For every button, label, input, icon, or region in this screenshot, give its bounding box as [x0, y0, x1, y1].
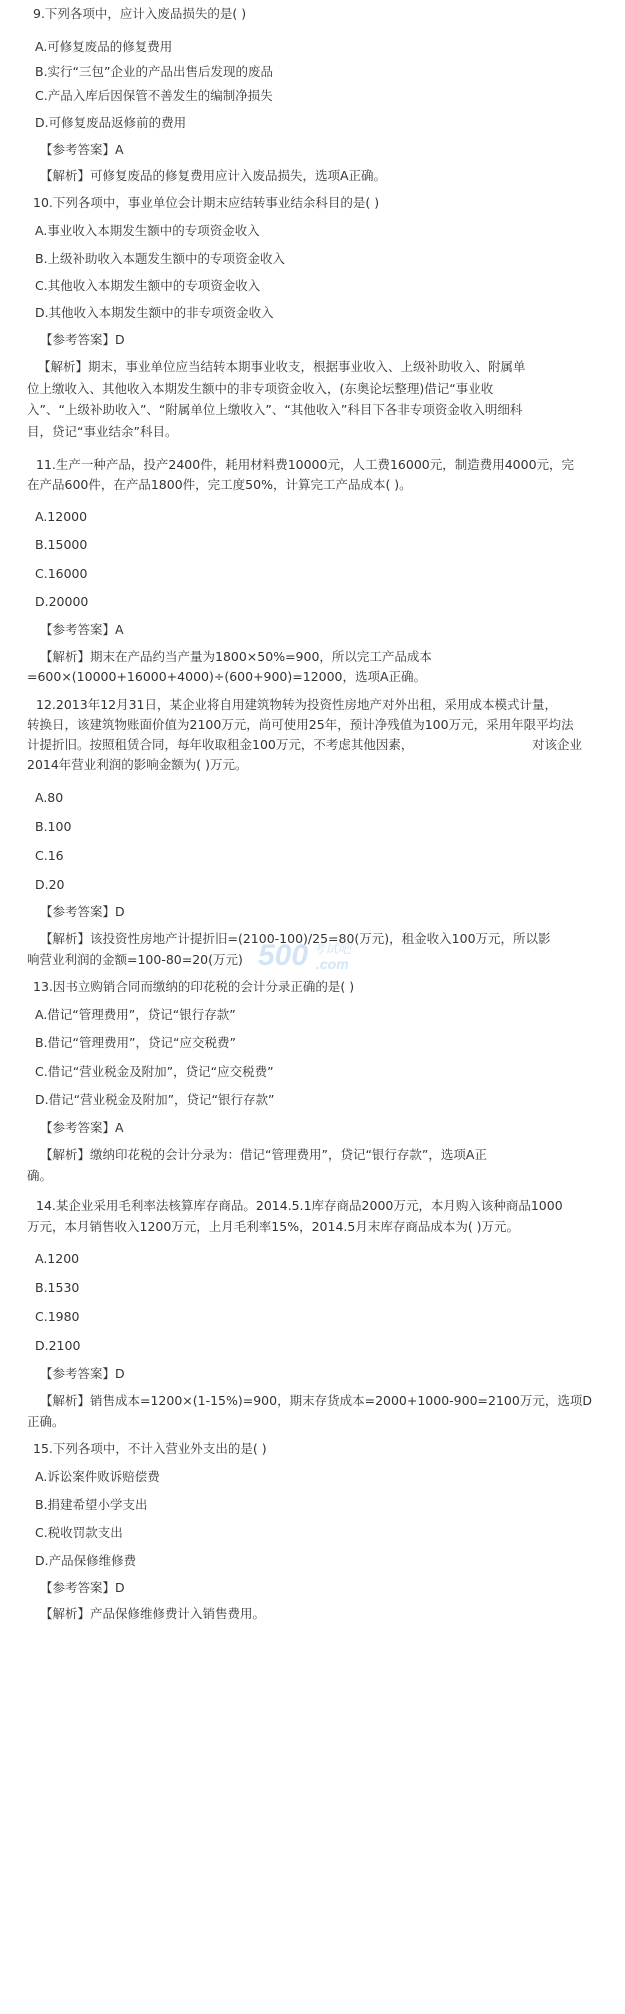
question-11-option-d: D.20000	[35, 594, 89, 609]
question-9-option-a: A.可修复废品的修复费用	[35, 39, 173, 54]
question-13-answer: 【参考答案】A	[40, 1120, 124, 1135]
question-10-answer: 【参考答案】D	[40, 332, 125, 347]
watermark-logo	[258, 935, 362, 983]
question-12-stem-line-2: 转换日，该建筑物账面价值为2100万元，尚可使用25年，预计净残值为100万元，采用年限平均法	[27, 717, 574, 732]
question-13-stem: 13.因书立购销合同而缴纳的印花税的会计分录正确的是( )	[33, 979, 355, 994]
question-11-stem-line-1: 11.生产一种产品，投产2400件，耗用材料费10000元，人工费16000元，制造费用4000元，完	[36, 457, 575, 472]
question-12-option-c: C.16	[35, 848, 64, 863]
question-10-explanation-line-2: 位上缴收入、其他收入本期发生额中的非专项资金收入，(东奥论坛整理)借记“事业收	[27, 381, 494, 396]
question-13-option-b: B.借记“管理费用”，贷记“应交税费”	[35, 1035, 236, 1050]
question-14-answer: 【参考答案】D	[40, 1366, 125, 1381]
question-9-explanation: 【解析】可修复废品的修复费用应计入废品损失，选项A正确。	[40, 168, 387, 183]
question-12-option-a: A.80	[35, 790, 64, 805]
question-10-option-a: A.事业收入本期发生额中的专项资金收入	[35, 223, 260, 238]
question-15-option-a: A.诉讼案件败诉赔偿费	[35, 1469, 160, 1484]
question-13-option-c: C.借记“营业税金及附加”，贷记“应交税费”	[35, 1064, 274, 1079]
watermark-domain: .com	[316, 956, 349, 972]
question-15-stem: 15.下列各项中，不计入营业外支出的是( )	[33, 1441, 267, 1456]
question-13-option-a: A.借记“管理费用”，贷记“银行存款”	[35, 1007, 236, 1022]
question-9-option-c: C.产品入库后因保管不善发生的编制净损失	[35, 88, 273, 103]
question-14-stem-line-2: 万元，本月销售收入1200万元，上月毛利率15%，2014.5月末库存商品成本为( )万元。	[27, 1219, 520, 1234]
question-13-explanation-line-2: 确。	[27, 1168, 53, 1183]
question-12-stem-line-4: 2014年营业利润的影响金额为( )万元。	[27, 757, 248, 772]
question-10-stem: 10.下列各项中，事业单位会计期末应结转事业结余科目的是( )	[33, 195, 380, 210]
question-14-option-a: A.1200	[35, 1251, 80, 1266]
question-9-answer: 【参考答案】A	[40, 142, 124, 157]
question-15-option-c: C.税收罚款支出	[35, 1525, 123, 1540]
question-11-option-a: A.12000	[35, 509, 88, 524]
question-10-explanation-line-1: 【解析】期末，事业单位应当结转本期事业收支，根据事业收入、上级补助收入、附属单	[38, 359, 526, 374]
question-14-option-c: C.1980	[35, 1309, 80, 1324]
question-14-explanation-line-1: 【解析】销售成本=1200×(1-15%)=900，期末存货成本=2000+1000-900=2100万元，选项D	[40, 1393, 592, 1408]
question-14-explanation-line-2: 正确。	[27, 1414, 65, 1429]
question-11-stem-line-2: 在产品600件，在产品1800件，完工度50%，计算完工产品成本( )。	[27, 477, 412, 492]
question-14-stem-line-1: 14.某企业采用毛利率法核算库存商品。2014.5.1库存商品2000万元，本月购入该种商品1000	[36, 1198, 563, 1213]
question-10-explanation-line-4: 目，贷记“事业结余”科目。	[27, 424, 178, 439]
question-12-stem-line-3b: 对该企业	[532, 737, 583, 752]
question-11-answer: 【参考答案】A	[40, 622, 124, 637]
question-15-option-b: B.捐建希望小学支出	[35, 1497, 148, 1512]
question-13-explanation-line-1: 【解析】缴纳印花税的会计分录为：借记“管理费用”，贷记“银行存款”，选项A正	[40, 1147, 487, 1162]
question-14-option-b: B.1530	[35, 1280, 80, 1295]
question-15-answer: 【参考答案】D	[40, 1580, 125, 1595]
question-9-option-d: D.可修复废品返修前的费用	[35, 115, 187, 130]
question-11-explanation-line-1: 【解析】期末在产品约当产量为1800×50%=900，所以完工产品成本	[40, 649, 432, 664]
question-10-option-d: D.其他收入本期发生额中的非专项资金收入	[35, 305, 274, 320]
question-11-option-b: B.15000	[35, 537, 88, 552]
question-12-answer: 【参考答案】D	[40, 904, 125, 919]
question-11-option-c: C.16000	[35, 566, 88, 581]
question-12-stem-line-3a: 计提折旧。按照租赁合同，每年收取租金100万元，不考虑其他因素，	[27, 737, 414, 752]
question-10-explanation-line-3: 入”、“上级补助收入”、“附属单位上缴收入”、“其他收入”科目下各非专项资金收入明细科	[27, 402, 523, 417]
question-11-explanation-line-2: =600×(10000+16000+4000)÷(600+900)=12000，选项A正确。	[27, 669, 427, 684]
question-14-option-d: D.2100	[35, 1338, 81, 1353]
question-9-option-b: B.实行“三包”企业的产品出售后发现的废品	[35, 64, 274, 79]
question-12-option-d: D.20	[35, 877, 65, 892]
question-13-option-d: D.借记“营业税金及附加”，贷记“银行存款”	[35, 1092, 275, 1107]
watermark-big-number: 500	[258, 939, 309, 972]
question-10-option-b: B.上级补助收入本题发生额中的专项资金收入	[35, 251, 286, 266]
question-12-option-b: B.100	[35, 819, 72, 834]
question-12-stem-line-1: 12.2013年12月31日，某企业将自用建筑物转为投资性房地产对外出租，采用成本模式计量，	[36, 697, 558, 712]
question-12-explanation-line-1: 【解析】该投资性房地产计提折旧=(2100-100)/25=80(万元)，租金收入100万元，所以影	[40, 931, 551, 946]
question-10-option-c: C.其他收入本期发生额中的专项资金收入	[35, 278, 261, 293]
question-12-explanation-line-2: 响营业利润的金额=100-80=20(万元)	[27, 952, 243, 967]
question-9-stem: 9.下列各项中，应计入废品损失的是( )	[33, 6, 247, 21]
question-15-option-d: D.产品保修维修费	[35, 1553, 137, 1568]
watermark-brand: 考试吧	[312, 942, 352, 957]
question-15-explanation: 【解析】产品保修维修费计入销售费用。	[40, 1606, 266, 1621]
